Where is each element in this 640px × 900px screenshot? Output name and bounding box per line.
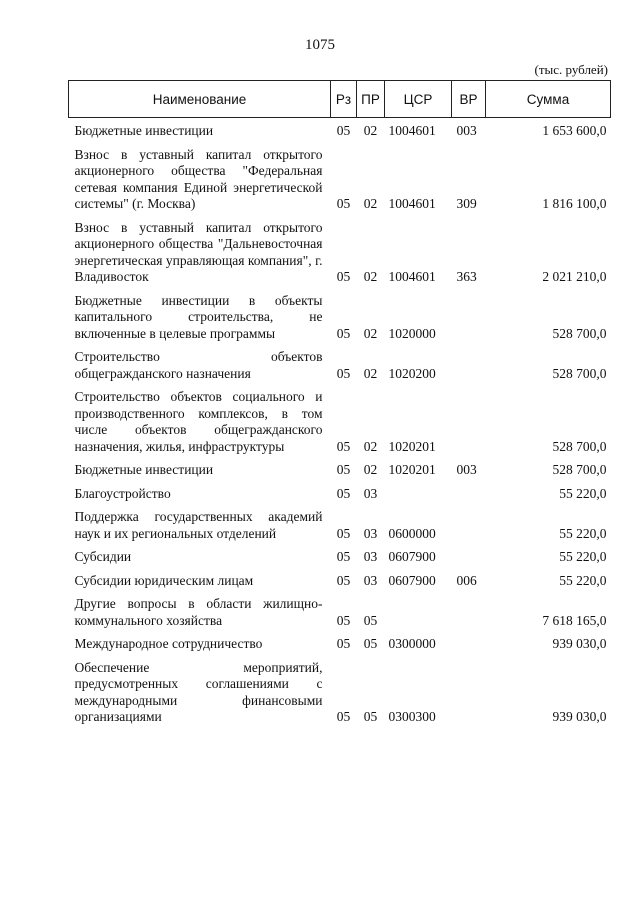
row-sum: 55 220,0 (559, 525, 607, 541)
row-pr: 05 (363, 612, 378, 628)
header-csr: ЦСР (385, 81, 452, 118)
row-sum: 55 220,0 (559, 572, 607, 588)
row-rz: 05 (336, 525, 351, 541)
row-name: Бюджетные инвестиции в объекты капитального строительства, не включенные в целевые программы (74, 292, 323, 341)
row-vr (452, 479, 486, 503)
row-vr: 006 (456, 572, 477, 588)
row-rz: 05 (336, 549, 351, 564)
row-sum: 939 030,0 (552, 636, 607, 651)
header-row (69, 81, 611, 118)
row-vr (452, 286, 486, 343)
units-label: (тыс. рублей) (534, 62, 608, 77)
table-row (69, 140, 611, 213)
row-pr: 02 (363, 123, 378, 138)
row-vr: 003 (456, 123, 477, 138)
row-name: Субсидии (74, 549, 132, 564)
row-rz: 05 (336, 572, 351, 588)
row-name: Строительство объектов общегражданского назначения (74, 349, 323, 381)
row-vr: 309 (456, 196, 477, 211)
row-csr: 0600000 (388, 525, 436, 541)
row-rz: 05 (336, 123, 351, 138)
header-sum: Сумма (486, 81, 611, 118)
row-sum: 528 700,0 (552, 438, 607, 454)
page-number: 1075 (305, 37, 335, 53)
budget-table (68, 80, 611, 726)
row-csr: 1004601 (388, 196, 436, 211)
row-name: Взнос в уставный капитал открытого акционерного общества "Федеральная сетевая компания Единой энергетической системы" (г. Москва) (74, 146, 323, 211)
row-pr: 05 (363, 636, 378, 651)
row-vr (452, 589, 486, 629)
table-row (69, 479, 611, 503)
row-sum: 1 653 600,0 (542, 123, 607, 138)
row-rz: 05 (336, 612, 351, 628)
row-csr: 0607900 (388, 572, 436, 588)
row-rz: 05 (336, 196, 351, 211)
header-name: Наименование (69, 81, 331, 118)
row-vr (452, 342, 486, 382)
table-row (69, 118, 611, 140)
row-vr (452, 653, 486, 726)
row-csr (385, 589, 452, 629)
row-rz: 05 (336, 365, 351, 381)
row-vr (452, 382, 486, 455)
table-row (69, 502, 611, 542)
row-sum: 7 618 165,0 (542, 612, 607, 628)
row-csr: 0607900 (388, 549, 436, 564)
table-header (69, 81, 611, 118)
row-pr: 03 (363, 549, 378, 564)
row-vr (452, 629, 486, 653)
header-pr: ПР (357, 81, 385, 118)
table-row (69, 566, 611, 590)
row-pr: 03 (363, 485, 378, 501)
row-pr: 02 (363, 196, 378, 211)
row-name: Субсидии юридическим лицам (74, 572, 254, 588)
header-rz: Рз (331, 81, 357, 118)
row-rz: 05 (336, 462, 351, 477)
row-csr: 1004601 (388, 269, 436, 284)
row-name: Поддержка государственных академий наук и их региональных отделений (74, 509, 323, 541)
row-csr: 1020200 (388, 365, 436, 381)
row-sum: 939 030,0 (552, 709, 607, 724)
row-csr: 1020201 (388, 438, 436, 454)
row-sum: 528 700,0 (552, 325, 607, 341)
table-row (69, 213, 611, 286)
row-sum: 2 021 210,0 (542, 269, 607, 284)
header-vr: ВР (452, 81, 486, 118)
row-rz: 05 (336, 438, 351, 454)
row-sum: 55 220,0 (559, 549, 607, 564)
table-row (69, 382, 611, 455)
row-sum: 528 700,0 (552, 365, 607, 381)
table-body (69, 118, 611, 726)
row-csr (385, 479, 452, 503)
row-name: Бюджетные инвестиции (74, 462, 214, 477)
row-name: Благоустройство (74, 485, 171, 501)
row-vr: 003 (456, 462, 477, 477)
row-vr (452, 542, 486, 566)
row-name: Бюджетные инвестиции (74, 123, 214, 138)
row-rz: 05 (336, 269, 351, 284)
row-name: Другие вопросы в области жилищно-коммунального хозяйства (74, 596, 323, 628)
table-row (69, 342, 611, 382)
row-vr: 363 (456, 269, 477, 284)
row-pr: 02 (363, 325, 378, 341)
row-csr: 1020201 (388, 462, 436, 477)
row-pr: 02 (363, 269, 378, 284)
row-rz: 05 (336, 485, 351, 501)
row-name: Строительство объектов социального и производственного комплексов, в том числе объектов общегражданского назначения, жилья, инфраструктуры (74, 389, 323, 454)
row-rz: 05 (336, 325, 351, 341)
table-row (69, 542, 611, 566)
row-pr: 02 (363, 365, 378, 381)
row-sum: 55 220,0 (559, 485, 607, 501)
table-row (69, 629, 611, 653)
row-name: Обеспечение мероприятий, предусмотренных соглашениями с международными финансовыми организациями (74, 659, 323, 724)
row-pr: 02 (363, 462, 378, 477)
table-row (69, 286, 611, 343)
row-pr: 02 (363, 438, 378, 454)
table-row (69, 589, 611, 629)
row-name: Международное сотрудничество (74, 636, 263, 651)
row-pr: 05 (363, 709, 378, 724)
row-rz: 05 (336, 709, 351, 724)
row-pr: 03 (363, 525, 378, 541)
row-pr: 03 (363, 572, 378, 588)
row-sum: 528 700,0 (552, 462, 607, 477)
row-csr: 0300000 (388, 636, 436, 651)
row-name: Взнос в уставный капитал открытого акционерного общества "Дальневосточная энергетическая управляющая компания", г. Владивосток (74, 219, 323, 284)
row-csr: 0300300 (388, 709, 436, 724)
row-csr: 1004601 (388, 123, 436, 138)
row-rz: 05 (336, 636, 351, 651)
row-sum: 1 816 100,0 (542, 196, 607, 211)
row-vr (452, 502, 486, 542)
table-row (69, 653, 611, 726)
row-csr: 1020000 (388, 325, 436, 341)
table-row (69, 455, 611, 479)
